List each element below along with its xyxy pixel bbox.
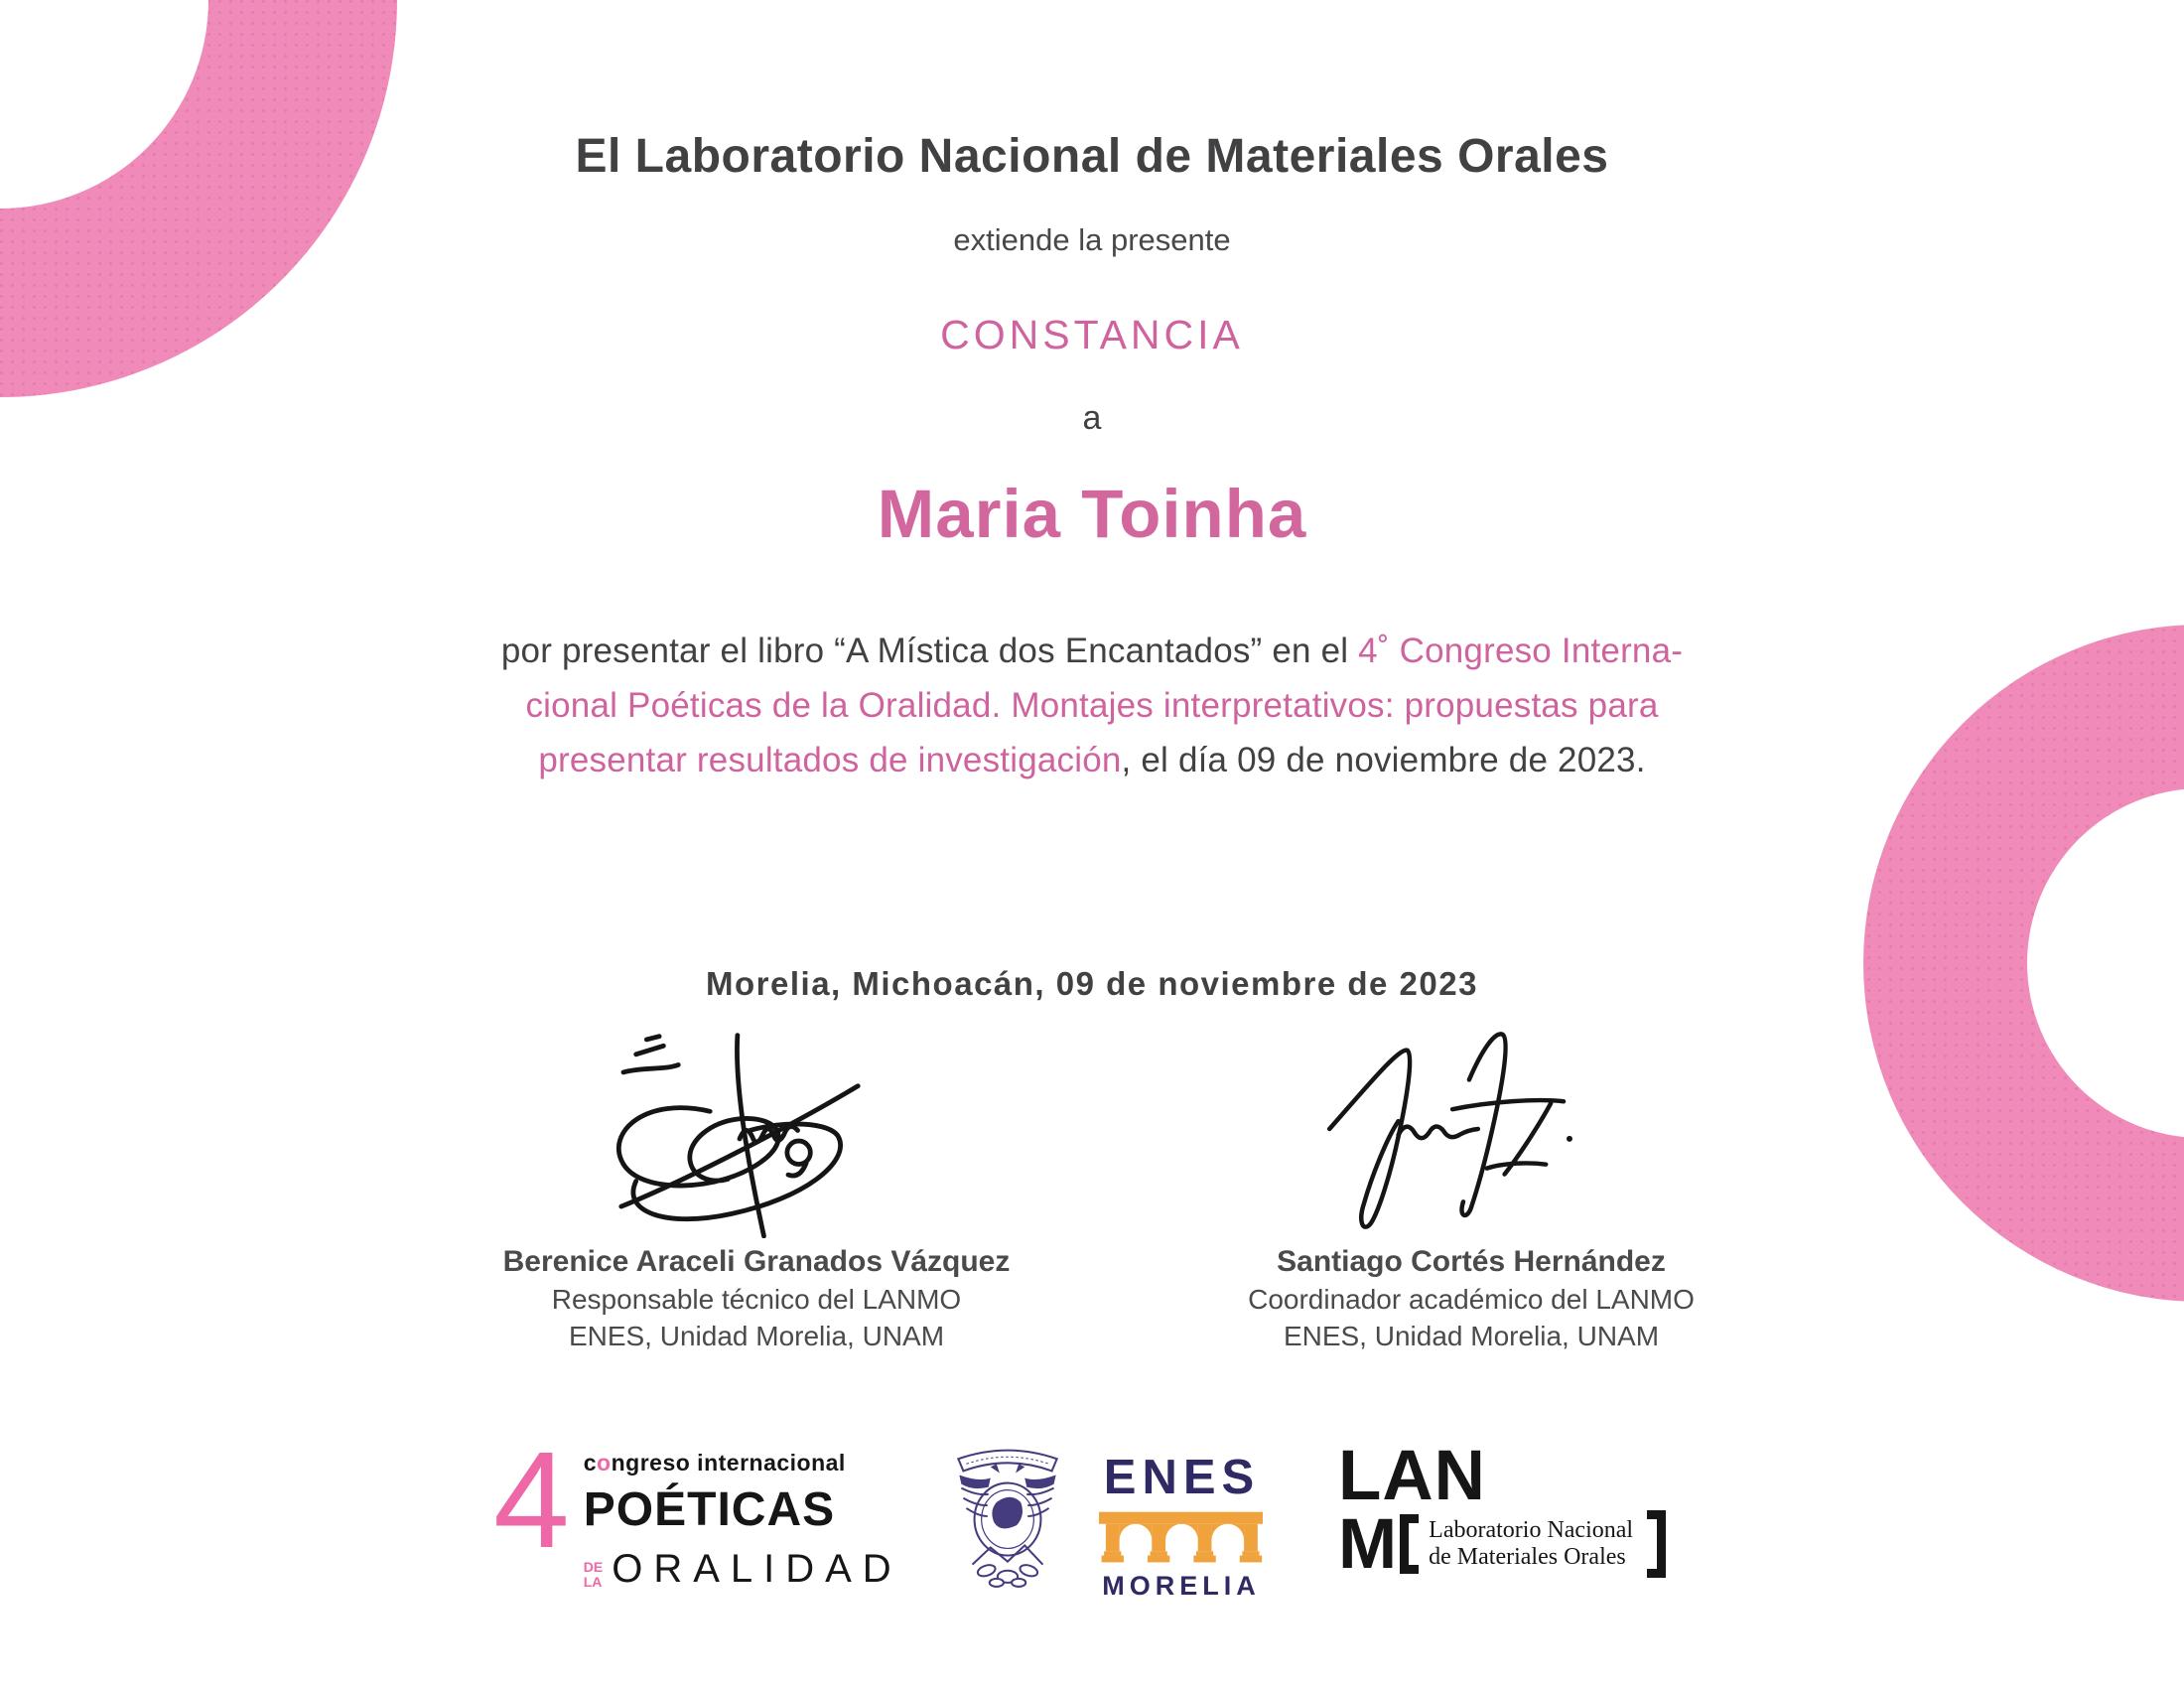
lanmo-lan-line: LAN xyxy=(1338,1437,1486,1515)
bracket-open-shape xyxy=(1400,1514,1419,1574)
signature-berenice xyxy=(581,1025,898,1238)
lanmo-second-row xyxy=(1338,1504,1666,1584)
recipient-name: Maria Toinha xyxy=(877,476,1307,552)
body-line-1: por presentar el libro “A Mística dos Encantados” en el 4˚ Congreso Interna- xyxy=(500,632,1684,670)
poeticas-congress-logo xyxy=(493,1424,902,1592)
lanmo-full-name: Laboratorio Nacional de Materiales Orales xyxy=(1429,1517,1634,1570)
congreso-internacional-line: congreso internacional xyxy=(583,1450,846,1476)
unam-crest-logo xyxy=(951,1440,1064,1591)
oralidad-wordmark: ORALIDAD xyxy=(612,1547,902,1591)
lanmo-logo xyxy=(1338,1437,1666,1584)
signatory-name: Berenice Araceli Granados Vázquez xyxy=(502,1245,1011,1278)
aqueduct-icon xyxy=(1099,1511,1263,1564)
pink-o-ring-glyph: o xyxy=(597,1450,612,1476)
signatory-affiliation: ENES, Unidad Morelia, UNAM xyxy=(568,1321,945,1351)
lanmo-m-letter: M xyxy=(1338,1504,1399,1584)
poeticas-logo-text xyxy=(584,1442,902,1592)
signatory-block-left xyxy=(419,1243,1094,1354)
place-date-line: Morelia, Michoacán, 09 de noviembre de 2023 xyxy=(706,965,1478,1002)
enes-morelia-logo xyxy=(1092,1450,1269,1602)
morelia-wordmark: MORELIA xyxy=(1102,1571,1261,1601)
signatory-affiliation: ENES, Unidad Morelia, UNAM xyxy=(1283,1321,1660,1351)
poeticas-wordmark: POÉTICAS xyxy=(583,1483,836,1536)
signature-santiago xyxy=(1305,1019,1613,1235)
body-line-3: presentar resultados de investigación, el día 09 de noviembre de 2023. xyxy=(538,741,1646,779)
body-line-2: cional Poéticas de la Oralidad. Montajes interpretativos: propuestas para xyxy=(525,686,1659,725)
signatory-name: Santiago Cortés Hernández xyxy=(1277,1245,1666,1278)
enes-wordmark: ENES xyxy=(1103,1451,1261,1504)
bracket-close-shape xyxy=(1647,1510,1666,1578)
signatory-role: Responsable técnico del LANMO xyxy=(551,1284,962,1315)
de-la-oralidad-row xyxy=(584,1547,902,1592)
institution-title: El Laboratorio Nacional de Materiales Orales xyxy=(575,130,1609,183)
congress-number: 4 xyxy=(493,1424,570,1577)
certificate-body-paragraph xyxy=(0,624,2184,787)
to-word: a xyxy=(1082,399,1102,437)
signatory-role: Coordinador académico del LANMO xyxy=(1248,1284,1695,1315)
certificate-type: CONSTANCIA xyxy=(940,312,1244,357)
extends-line: extiende la presente xyxy=(953,222,1231,257)
signatory-block-right xyxy=(1134,1243,1809,1354)
de-la-stack: DE LA xyxy=(583,1559,604,1590)
